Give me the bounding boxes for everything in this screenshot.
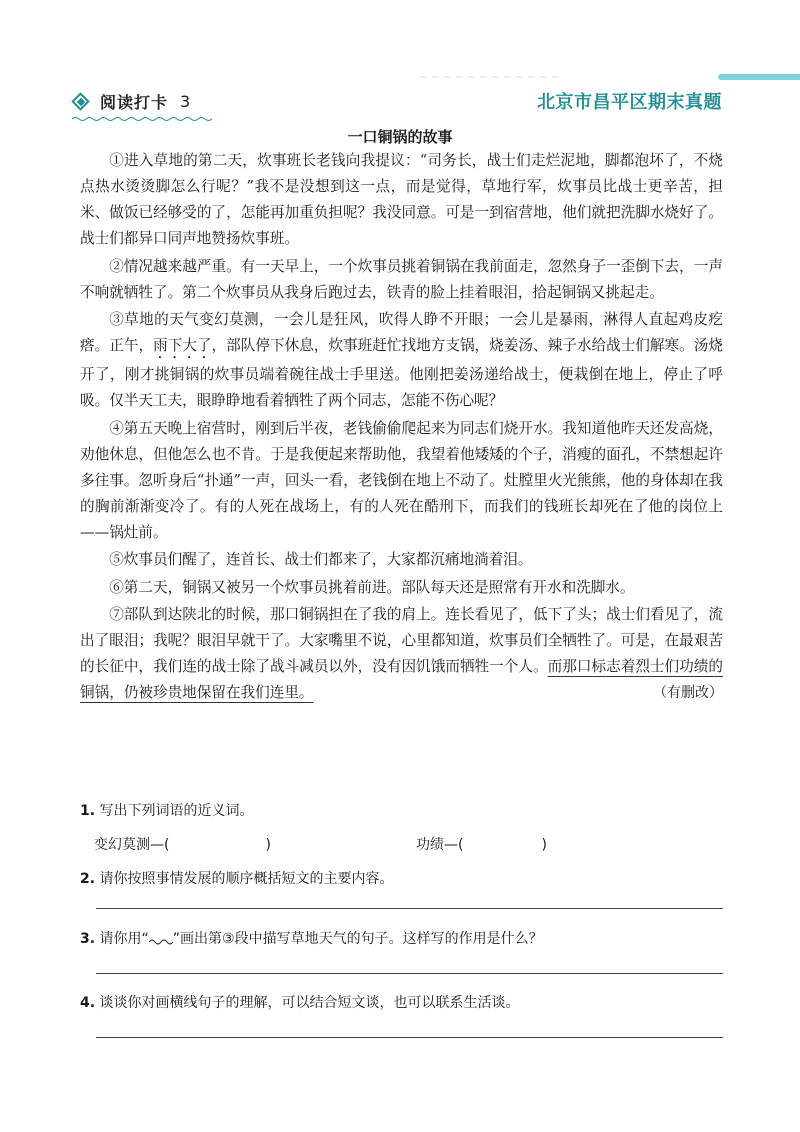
question-3-text-a: 请你用“: [99, 931, 149, 947]
synonym-item-1[interactable]: [94, 834, 271, 854]
paragraph-6: ⑥第二天，铜锅又被另一个炊事员挑着前进。部队每天还是照常有开水和洗脚水。: [109, 578, 635, 596]
answer-line-4[interactable]: [96, 1037, 723, 1038]
top-decoration: [420, 76, 560, 78]
question-2-number: 2.: [80, 871, 96, 887]
p3-text-c: ，部队停下休息，炊事班赶忙找地方支锅，烧姜汤、辣子水给战士们解寒。汤烧开了，刚才挑铜锅的炊事员端着碗往战士手里送。他刚把姜汤递给战士，便栽倒在地上，停止了呼吸。仅半天工夫，眼睁睁地看着牺牲了两个同志，怎能不伤心呢？: [80, 337, 723, 409]
paragraph-3: [80, 307, 723, 414]
synonym-item-2[interactable]: [416, 834, 547, 854]
question-3-number: 3.: [80, 931, 96, 947]
edit-note: （有删改）: [653, 685, 723, 701]
reading-badge: [72, 90, 190, 113]
paragraph-4: ④第五天晚上宿营时，刚到后半夜，老钱偷偷爬起来为同志们烧开水。我知道他昨天还发高烧，劝他休息，但他怎么也不肯。于是我便起来帮助他，我望着他矮矮的个子，消瘦的面孔，不禁想起许多往事。忽听身后“扑通”一声，回头一看，老钱倒在地上不动了。灶膛里火光熊熊，他的身体却在我的胸前渐渐变冷了。有的人死在战场上，有的人死在酷刑下，而我们的钱班长却死在了他的岗位上——锅灶前。: [80, 419, 723, 541]
wavy-underline-decoration: [72, 116, 212, 122]
badge-title: 阅读打卡: [100, 93, 169, 112]
question-1: [80, 800, 254, 820]
question-1-number: 1.: [80, 803, 96, 819]
source-label: 北京市昌平区期末真题: [537, 92, 722, 113]
emphasized-phrase: 雨下大了: [153, 337, 212, 354]
question-4: [80, 992, 520, 1012]
paragraph-1: ①进入草地的第二天，炊事班长老钱向我提议：“司务长，战士们走烂泥地，脚都泡坏了，不烧点热水烫烫脚怎么行呢？”我不是没想到这一点，而是觉得，草地行军，炊事员比战士更辛苦，担米、做饭已经够受的了，怎能再加重负担呢？我没同意。可是一到宿营地，他们就把洗脚水烧好了。战士们都异口同声地赞扬炊事班。: [80, 152, 723, 247]
question-4-number: 4.: [80, 995, 96, 1011]
wavy-line-icon: [149, 937, 173, 945]
scan-top-margin: [0, 0, 800, 72]
synonym-word-2: 功绩—(: [416, 837, 464, 853]
page-header: [72, 86, 722, 116]
weather-sentence: 草地的天气变幻莫测，一会儿是狂风，吹得人睁不开眼；一会儿是暴雨，淋得人直起鸡皮疙瘩: [80, 311, 723, 354]
synonym-close-2: ): [541, 837, 547, 853]
synonym-close-1: ): [265, 837, 271, 853]
answer-line-2[interactable]: [96, 908, 723, 909]
story-title: 一口铜锅的故事: [347, 128, 453, 146]
diamond-icon: [72, 93, 90, 111]
article-body: [80, 148, 723, 708]
question-3-text-b: ”画出第③段中描写草地天气的句子。这样写的作用是什么？: [172, 931, 543, 947]
p7-text: ⑦部队到达陕北的时候，那口铜锅担在了我的肩上。连长看见了，低下了头；战士们看见了，流出了眼泪；我呢？眼泪早就干了。大家嘴里不说，心里都知道，炊事员们全牺牲了。可是，在最艰苦的长征中，我们连的战士除了战斗减员以外，没有因饥饿而牺牲一个人。: [80, 606, 723, 675]
question-4-text: 谈谈你对画横线句子的理解，可以结合短文谈，也可以联系生活谈。: [99, 995, 520, 1011]
underlined-sentence: 而那口标志着烈士们功绩的铜锅，仍被珍贵地保留在我们连里。: [80, 658, 723, 701]
question-2-text: 请你按照事情发展的顺序概括短文的主要内容。: [99, 871, 394, 887]
question-2: [80, 868, 394, 888]
question-1-text: 写出下列词语的近义词。: [99, 803, 254, 819]
p3-number: ③: [109, 311, 125, 328]
paragraph-2: ②情况越来越严重。有一天早上，一个炊事员挑着铜锅在我前面走，忽然身子一歪倒下去，一声不响就牺牲了。第二个炊事员从我身后跑过去，铁青的脸上挂着眼泪，拾起铜锅又挑起走。: [80, 257, 723, 301]
top-accent-bar: [718, 74, 800, 80]
question-3: [80, 928, 543, 948]
paragraph-7: [80, 602, 723, 706]
p3-text-b: 。正午，: [94, 337, 154, 354]
paragraph-5: ⑤炊事员们醒了，连首长、战士们都来了，大家都沉痛地淌着泪。: [109, 551, 533, 568]
badge-number: 3: [180, 92, 191, 111]
answer-line-3[interactable]: [96, 973, 723, 974]
synonym-word-1: 变幻莫测—(: [94, 837, 170, 853]
